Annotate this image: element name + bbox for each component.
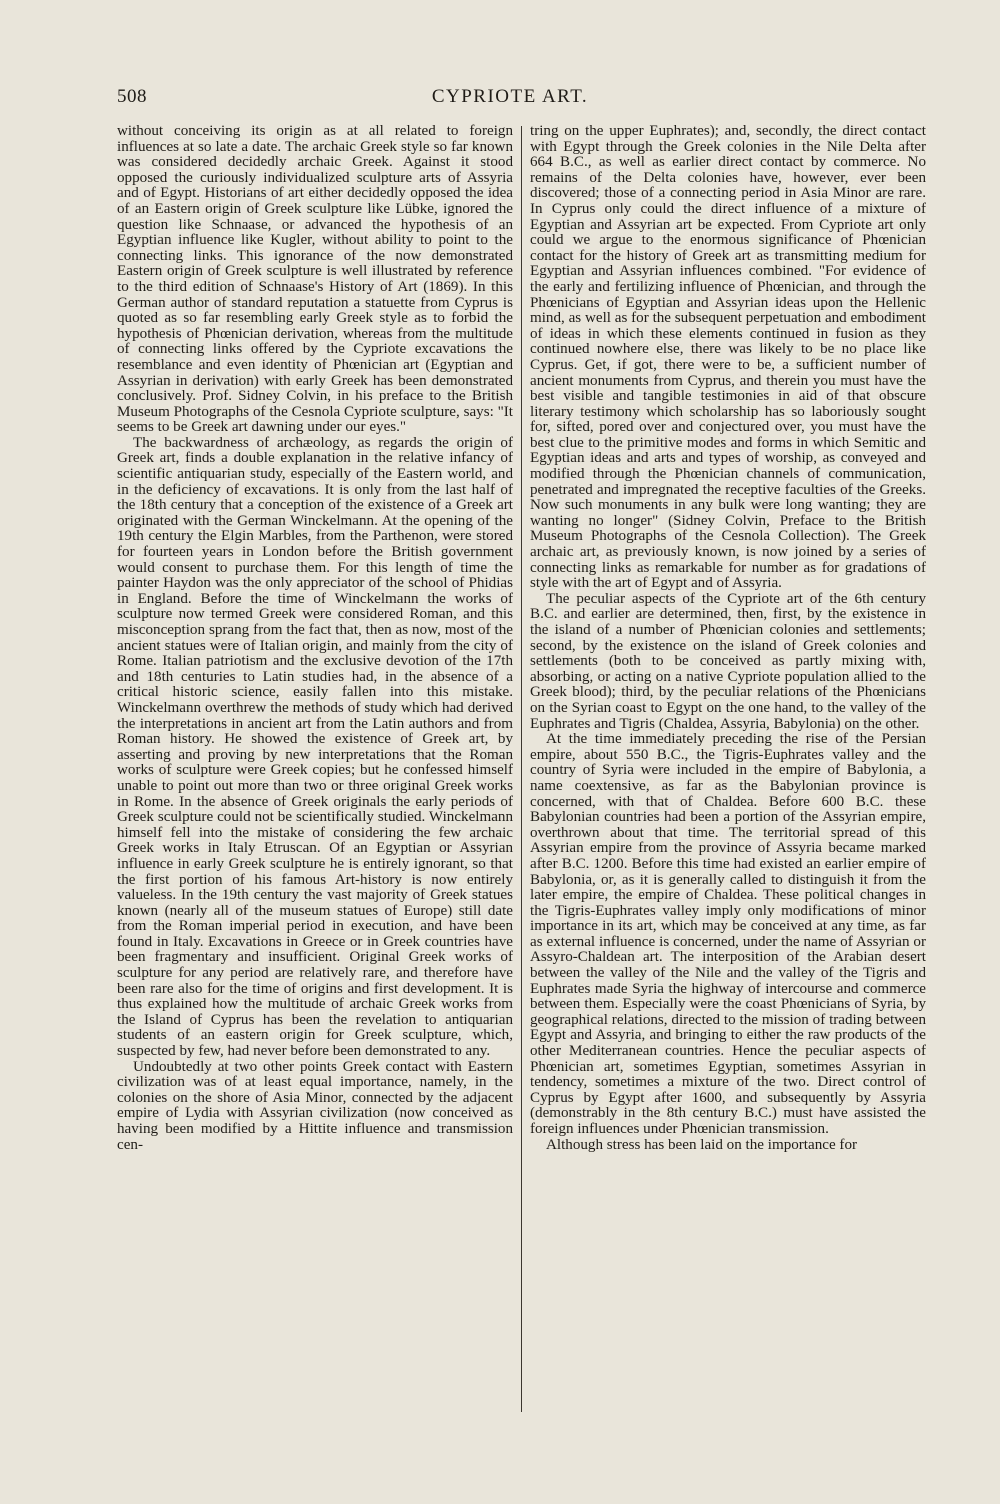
right-paragraph-4: Although stress has been laid on the importance for: [546, 1136, 858, 1153]
right-paragraph-2: The peculiar aspects of the Cypriote art of the 6th century B.C. and earlier are determined, then, first, by the existence in the island of a number of Phœnician colonies and settlements; second, by the existence on the island of Greek colonies and settlements (both to be conceived as partly mixing with, absorbing, or acting on a native Cypriote population allied to the Greek blood); third, by the peculiar relations of the Phœnicians on the Syrian coast to Egypt on the one hand, to the valley of the Euphrates and Tigris (Chaldea, Assyria, Babylonia) on the other.: [530, 590, 926, 732]
left-paragraph-2: The backwardness of archæology, as regards the origin of Greek art, finds a double explanation in the relative infancy of scientific antiquarian study, especially of the Eastern world, and in the deficiency of excavations. It is only from the last half of the 18th century that a conception of the existence of a Greek art originated with the German Winckelmann. At the opening of the 19th century the Elgin Marbles, from the Parthenon, were stored for fourteen years in London before the British government would consent to purchase them. For this length of time the painter Haydon was the only appreciator of the school of Phidias in England. Before the time of Winckelmann the works of sculpture now termed Greek were considered Roman, and this misconception sprang from the fact that, then as now, most of the ancient statues were of Italian origin, and mainly from the city of Rome. Italian patriotism and the exclusive devotion of the 17th and 18th centuries to Latin studies had, in the absence of a critical historic science, easily fallen into this mistake. Winckelmann overthrew the methods of study which had derived the interpretations in ancient art from the Latin authors and from Roman history. He showed the existence of Greek art, by asserting and proving by new interpretations that the Roman works of sculpture were Greek copies; but he confessed himself unable to point out more than two or three original Greek works in Rome. In the absence of Greek originals the early periods of Greek sculpture could not be scientifically studied. Winckelmann himself fell into the mistake of considering the few archaic Greek works in Italy Etruscan. Of an Egyptian or Assyrian influence in early Greek sculpture he is entirely ignorant, so that the first portion of his famous Art-history is now entirely valueless. In the 19th century the vast majority of Greek statues known (nearly all of the museum statues of Europe) still date from the Roman imperial period in execution, and have been found in Italy. Excavations in Greece or in Greek countries have been fragmentary and insufficient. Original Greek works of sculpture for any period are relatively rare, and therefore have been rare also for the time of origins and first development. It is thus explained how the multitude of archaic Greek works from the Island of Cyprus has been the revelation to antiquarian students of an eastern origin for Greek sculpture, which, suspected by few, had never before been demonstrated to any.: [117, 434, 513, 1060]
page-header: [117, 86, 903, 116]
column-divider: [521, 126, 522, 1412]
right-paragraph-3: At the time immediately preceding the rise of the Persian empire, about 550 B.C., the Tigris-Euphrates valley and the country of Syria were included in the empire of Babylonia, a name coextensive, as far as the Babylonian province is concerned, with that of Chaldea. Before 600 B.C. these Babylonian countries had been a portion of the Assyrian empire, overthrown about that time. The territorial spread of this Assyrian empire from the province of Assyria became marked after B.C. 1200. Before this time had existed an earlier empire of Babylonia, or, as it is generally called to distinguish it from the later empire, the empire of Chaldea. These political changes in the Tigris-Euphrates valley imply only modifications of minor importance in its art, which may be conceived at any time, as far as external influence is concerned, under the name of Assyrian or Assyro-Chaldean art. The interposition of the Arabian desert between the valley of the Nile and the valley of the Tigris and Euphrates made Syria the highway of intercourse and commerce between them. Especially were the coast Phœnicians of Syria, by geographical relations, directed to the mission of trading between Egypt and Assyria, and bringing to either the raw products of the other Mediterranean countries. Hence the peculiar aspects of Phœnician art, sometimes Egyptian, sometimes Assyrian in tendency, sometimes a mixture of the two. Direct control of Cyprus by Egypt after 1600, and subsequently by Assyria (demonstrably in the 8th century B.C.) must have assisted the foreign influences under Phœnician transmission.: [530, 731, 926, 1137]
left-paragraph-1: without conceiving its origin as at all related to foreign influences at so late a date. The archaic Greek style so far known was considered decidedly archaic Greek. Against it stood opposed the curiously individualized sculpture arts of Assyria and of Egypt. Historians of art either decidedly opposed the idea of an Eastern origin of Greek sculpture like Lübke, ignored the question like Schnaase, or advanced the hypothesis of an Egyptian influence like Kugler, without ability to point to the connecting links. This ignorance of the now demonstrated Eastern origin of Greek sculpture is well illustrated by reference to the third edition of Schnaase's History of Art (1869). In this German author of standard reputation a statuette from Cyprus is quoted as so far resembling early Greek style as to forbid the hypothesis of Phœnician derivation, whereas from the multitude of connecting links offered by the Cypriote excavations the resemblance and even identity of Phœnician art (Egyptian and Assyrian in derivation) with early Greek has been demonstrated conclusively. Prof. Sidney Colvin, in his preface to the British Museum Photographs of the Cesnola Cypriote sculpture, says: "It seems to be Greek art dawning under our eyes.": [117, 124, 513, 436]
page-number: 508: [117, 86, 147, 107]
left-paragraph-3: Undoubtedly at two other points Greek contact with Eastern civilization was of at least equal importance, namely, in the colonies on the shore of Asia Minor, connected by the adjacent empire of Lydia with Assyrian civilization (now conceived as having been modified by a Hittite influence and transmission cen-: [117, 1058, 513, 1153]
right-column: [530, 124, 926, 1424]
left-column: [117, 124, 513, 1424]
right-paragraph-1: tring on the upper Euphrates); and, secondly, the direct contact with Egypt through the Greek colonies in the Nile Delta after 664 B.C., as well as earlier direct contact by commerce. No remains of the Delta colonies have, however, ever been discovered; those of a connecting period in Asia Minor are rare. In Cyprus only could the direct influence of a mixture of Egyptian and Assyrian art be expected. From Cypriote art only could we argue to the enormous significance of Phœnician contact for the history of Greek art as transmitting medium for Egyptian and Assyrian influences combined. "For evidence of the early and fertilizing influence of Phœnician, and through the Phœnicians of Egyptian and Assyrian ideas upon the Hellenic mind, as well as for the subsequent perpetuation and embodiment of ideas in which these elements continued in fusion as they continued nowhere else, there was likely to be no place like Cyprus. Get, if got, there were to be, a sufficient number of ancient monuments from Cyprus, and therein you must have the best visible and tangible testimonies in aid of that obscure literary testimony which scholarship has so laboriously sought for, sifted, pored over and conjectured over, you must have the best clue to the primitive modes and forms in which Semitic and Egyptian ideas and arts and types of worship, as conveyed and modified through the Phœnician channels of communication, penetrated and impregnated the receptive faculties of the Greeks. Now such monuments in any bulk were long wanting; they are wanting no longer" (Sidney Colvin, Preface to the British Museum Photographs of the Cesnola Collection). The Greek archaic art, as previously known, is now joined by a series of connecting links as remarkable for number as for gradations of style with the art of Egypt and of Assyria.: [530, 124, 926, 592]
running-head: CYPRIOTE ART.: [431, 86, 589, 107]
